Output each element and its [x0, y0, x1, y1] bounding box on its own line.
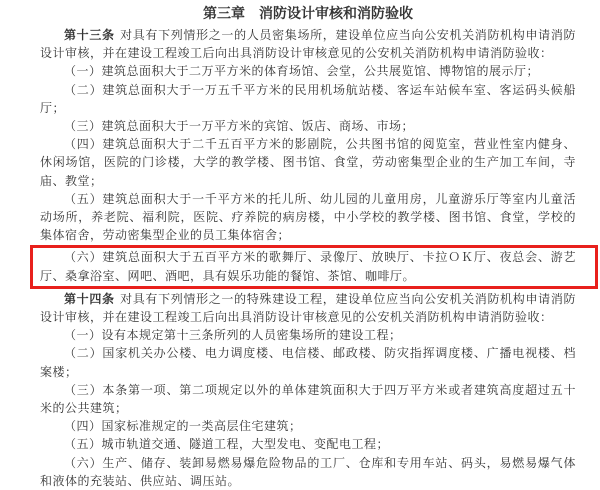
article-13-item-3: （三）建筑总面积大于一万平方米的宾馆、饭店、商场、市场； [64, 119, 415, 134]
article-13-item-5: （五）建筑总面积大于一千平方米的托儿所、幼儿园的儿童用房，儿童游乐厅等室内儿童活动场所，养老院、福利院，医院、疗养院的病房楼，中小学校的教学楼、图书馆、食堂，学校的集体宿舍，劳动密集型企业的员工集体宿舍； [40, 191, 576, 243]
article-13-intro-text: 对具有下列情形之一的人员密集场所，建设单位应当向公安机关消防机构申请消防设计审核，并在建设工程竣工后向出具消防设计审核意见的公安机关消防机构申请消防验收： [40, 28, 576, 61]
article-14-item-5: （五）城市轨道交通、隧道工程，大型发电、变配电工程； [64, 437, 390, 452]
article-13-paragraph [40, 26, 576, 62]
article-13-item-4: （四）建筑总面积大于二千五百平方米的影剧院，公共图书馆的阅览室，营业性室内健身、休闲场馆，医院的门诊楼，大学的教学楼、图书馆、食堂，劳动密集型企业的生产加工车间，寺庙、教堂； [40, 137, 576, 188]
article-14-item-6: （六）生产、储存、装卸易燃易爆危险物品的工厂、仓库和专用车站、码头，易燃易爆气体和液体的充装站、供应站、调压站。 [40, 455, 576, 488]
article-14-item-2: （二）国家机关办公楼、电力调度楼、电信楼、邮政楼、防灾指挥调度楼、广播电视楼、档案楼； [40, 346, 576, 379]
article-14-paragraph [40, 290, 576, 326]
article-14-label: 第十四条 [64, 291, 115, 306]
article-13-item-2: （二）建筑总面积大于一万五千平方米的民用机场航站楼、客运车站候车室、客运码头候船厅； [40, 82, 576, 115]
article-13-item-1: （一）建筑总面积大于二万平方米的体育场馆、会堂，公共展览馆、博物馆的展示厅； [64, 64, 540, 79]
article-14-intro-text: 对具有下列情形之一的特殊建设工程，建设单位应当向公安机关消防机构申请消防设计审核，并在建设工程竣工后向出具消防设计审核意见的公安机关消防机构申请消防验收： [40, 291, 576, 325]
article-14-item-4: （四）国家标准规定的一类高层住宅建筑； [64, 419, 302, 434]
chapter-heading: 第三章 消防设计审核和消防验收 [203, 5, 413, 21]
article-14-item-3: （三）本条第一项、第二项规定以外的单体建筑面积大于四万平方米或者建筑高度超过五十米的公共建筑； [40, 382, 576, 416]
article-14-item-1: （一）设有本规定第十三条所列的人员密集场所的建设工程； [64, 328, 402, 343]
article-13-label: 第十三条 [64, 28, 115, 42]
article-13-item-6-highlight-box: （六）建筑总面积大于五百平方米的歌舞厅、录像厅、放映厅、卡拉ＯＫ厅、夜总会、游艺厅、桑拿浴室、网吧、酒吧，具有娱乐功能的餐馆、茶馆、咖啡厅。 [30, 245, 598, 288]
